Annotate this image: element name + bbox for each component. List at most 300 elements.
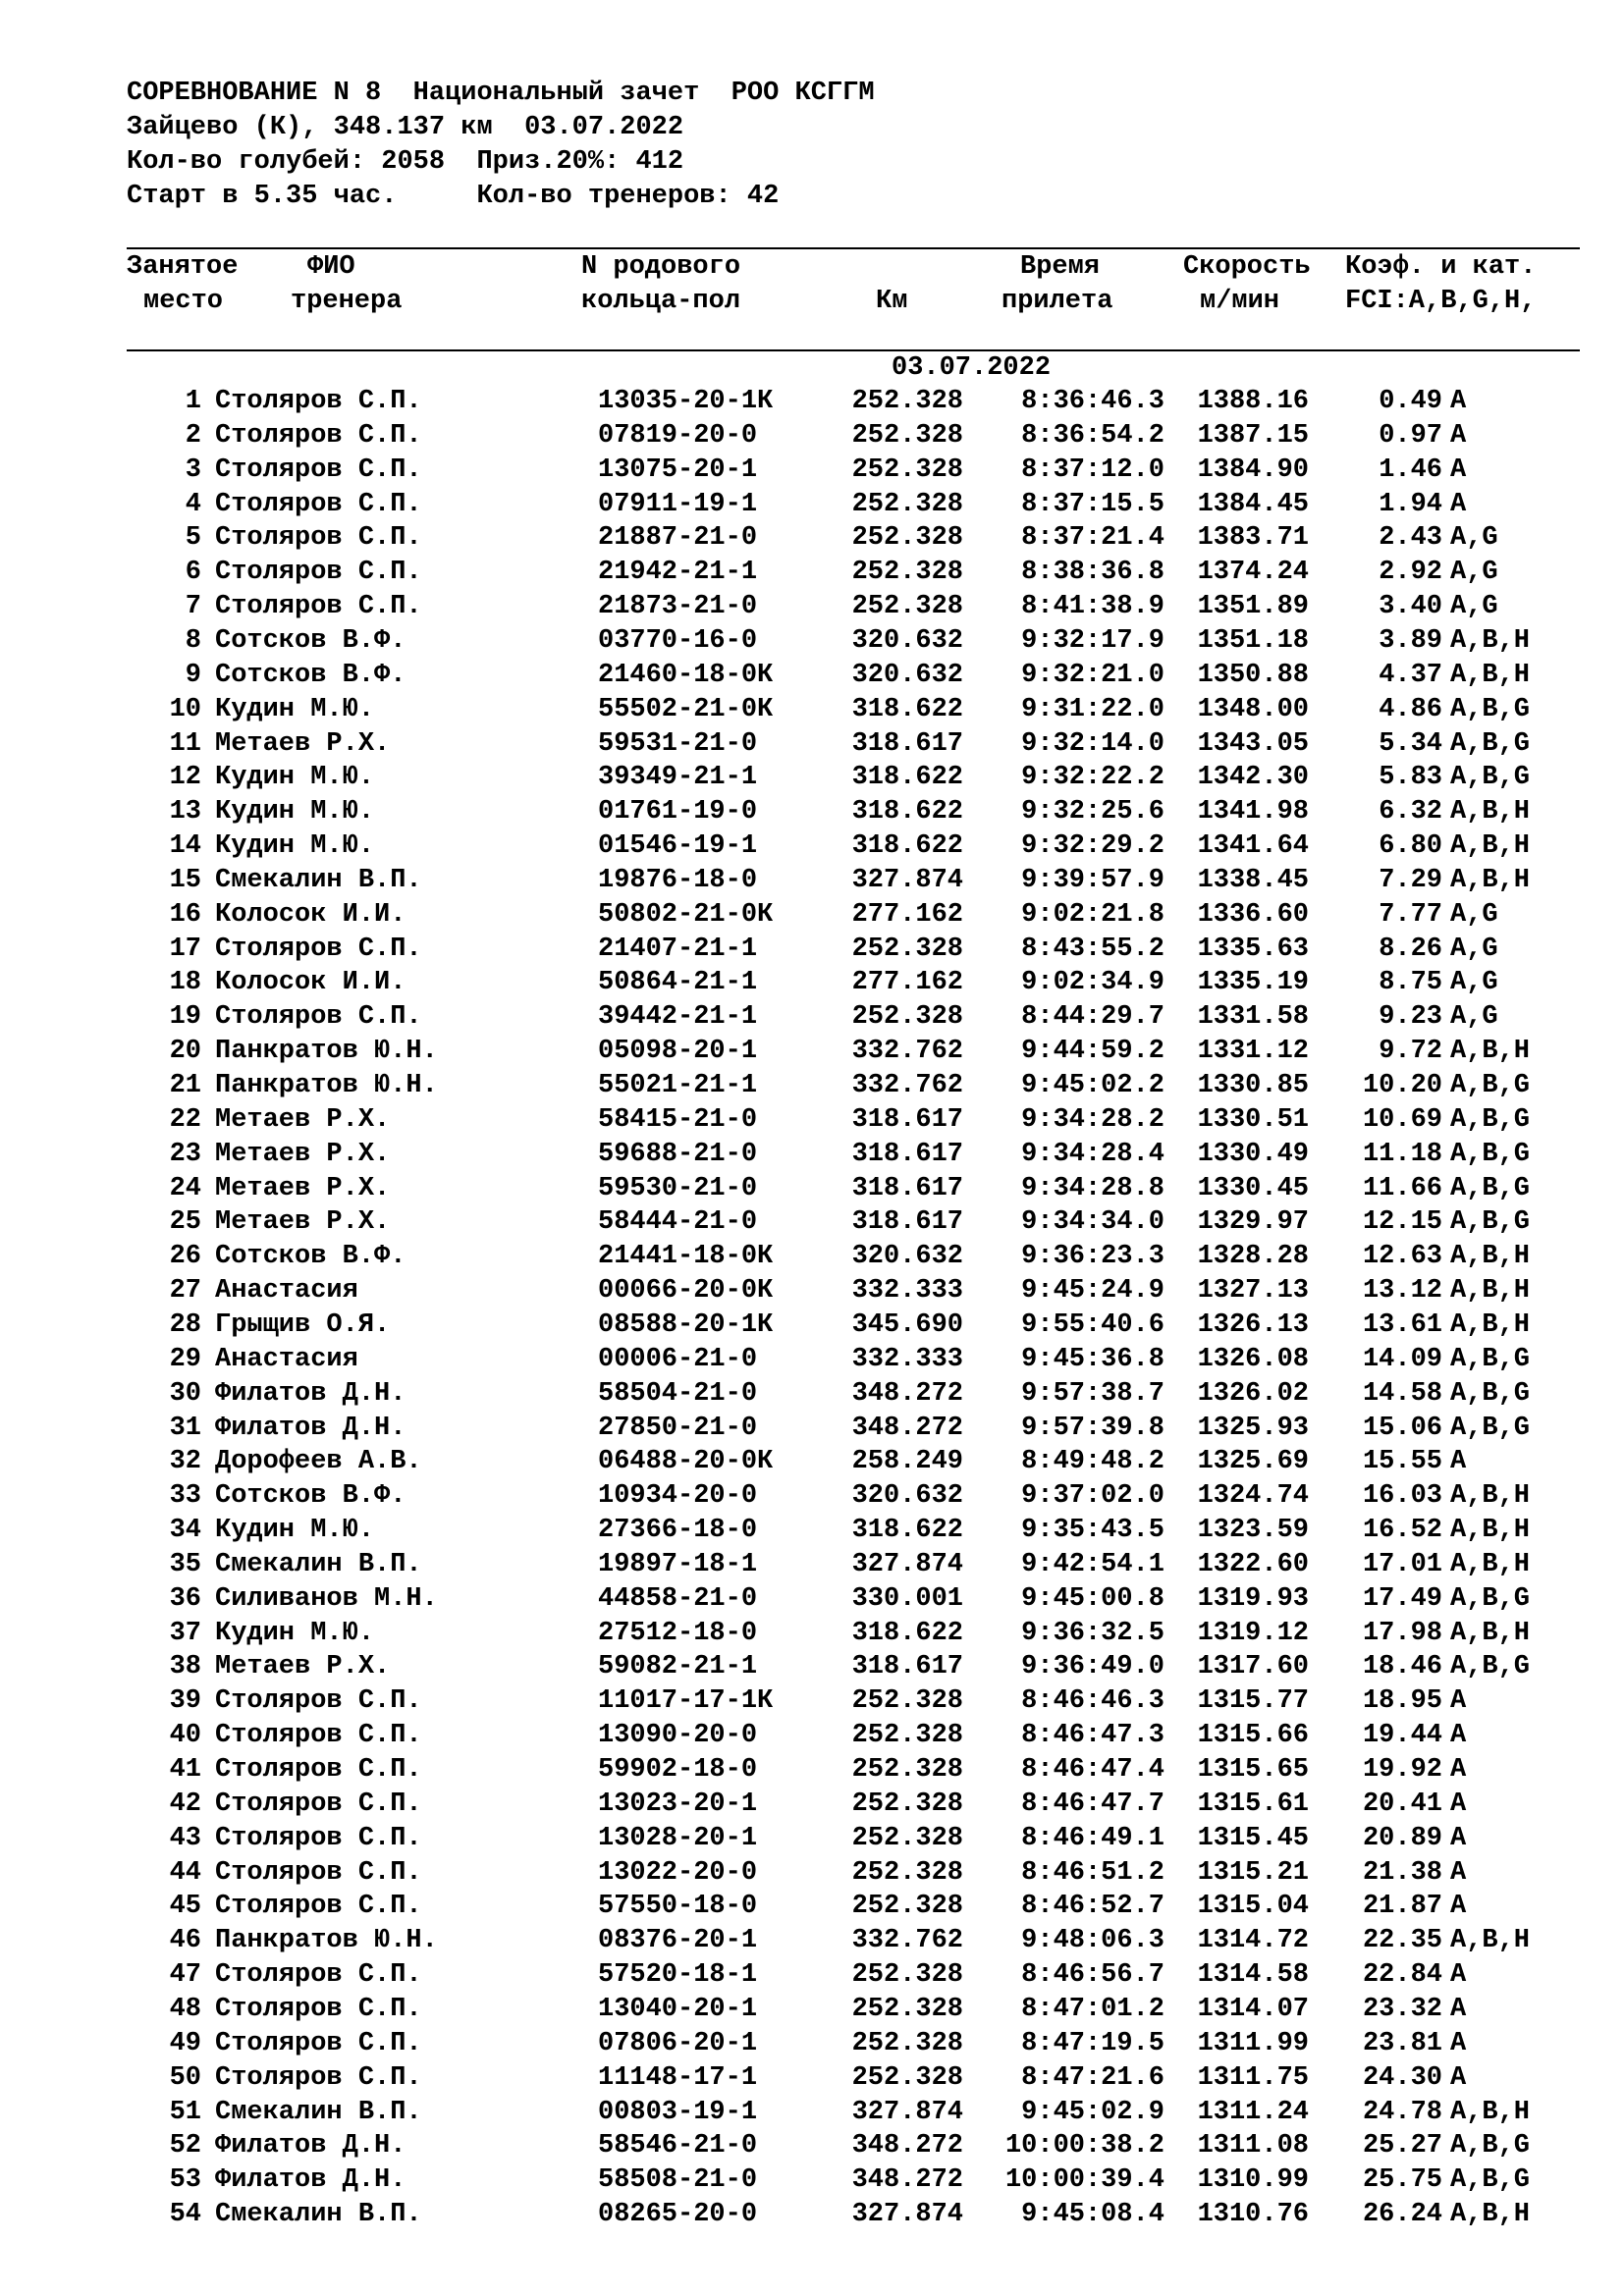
table-row bbox=[0, 1617, 1624, 1651]
table-row bbox=[0, 1788, 1624, 1822]
category: A bbox=[1450, 489, 1467, 519]
speed: 1341.98 bbox=[1197, 797, 1309, 828]
distance: 332.333 bbox=[851, 1344, 963, 1374]
coefficient: 1.46 bbox=[1379, 454, 1442, 485]
distance: 320.632 bbox=[851, 1481, 963, 1512]
speed: 1315.77 bbox=[1197, 1686, 1309, 1717]
table-row bbox=[0, 1958, 1624, 1993]
arrival-time: 9:57:39.8 bbox=[1021, 1413, 1164, 1443]
table-row bbox=[0, 1000, 1624, 1035]
category: A bbox=[1450, 420, 1467, 451]
col-km: Км bbox=[876, 287, 908, 316]
distance: 318.617 bbox=[851, 1139, 963, 1169]
place: 33 bbox=[169, 1481, 201, 1512]
speed: 1315.04 bbox=[1197, 1892, 1309, 1922]
distance: 252.328 bbox=[851, 523, 963, 554]
category: A,B,G bbox=[1450, 763, 1531, 793]
category: A,B,G bbox=[1450, 2131, 1531, 2162]
place: 51 bbox=[169, 2097, 201, 2127]
place: 43 bbox=[169, 1823, 201, 1853]
speed: 1330.49 bbox=[1197, 1139, 1309, 1169]
arrival-time: 9:36:32.5 bbox=[1021, 1618, 1164, 1648]
category: A,B,H bbox=[1450, 831, 1531, 862]
coefficient: 10.20 bbox=[1362, 1071, 1442, 1100]
ring-number: 07819-20-0 bbox=[598, 420, 758, 451]
table-row bbox=[0, 1240, 1624, 1274]
speed: 1322.60 bbox=[1197, 1549, 1309, 1579]
distance: 252.328 bbox=[851, 387, 963, 416]
category: A bbox=[1450, 1755, 1467, 1785]
speed: 1341.64 bbox=[1197, 831, 1309, 862]
category: A,G bbox=[1450, 558, 1498, 588]
distance: 318.617 bbox=[851, 1652, 963, 1682]
place: 20 bbox=[169, 1037, 201, 1067]
ring-number: 00066-20-0К bbox=[598, 1276, 774, 1307]
speed: 1343.05 bbox=[1197, 728, 1309, 759]
place: 11 bbox=[169, 728, 201, 759]
trainer-name: Столяров С.П. bbox=[215, 1789, 422, 1819]
category: A,B,H bbox=[1450, 797, 1531, 828]
coefficient: 8.26 bbox=[1379, 934, 1442, 964]
col-name-2: тренера bbox=[291, 287, 403, 316]
trainer-name: Кудин М.Ю. bbox=[215, 831, 375, 862]
ring-number: 06488-20-0К bbox=[598, 1447, 774, 1477]
speed: 1315.66 bbox=[1197, 1721, 1309, 1751]
coefficient: 15.06 bbox=[1362, 1413, 1442, 1443]
ring-number: 05098-20-1 bbox=[598, 1037, 758, 1067]
coefficient: 9.23 bbox=[1379, 1002, 1442, 1033]
coefficient: 18.95 bbox=[1362, 1686, 1442, 1717]
table-row bbox=[0, 1445, 1624, 1479]
coefficient: 7.29 bbox=[1379, 865, 1442, 895]
trainer-name: Кудин М.Ю. bbox=[215, 797, 375, 828]
place: 4 bbox=[185, 489, 201, 519]
category: A bbox=[1450, 2062, 1467, 2093]
table-row bbox=[0, 693, 1624, 727]
category: A,B,G bbox=[1450, 1173, 1531, 1203]
coefficient: 15.55 bbox=[1362, 1447, 1442, 1477]
table-row bbox=[0, 1548, 1624, 1582]
ring-number: 58444-21-0 bbox=[598, 1207, 758, 1238]
arrival-time: 9:36:49.0 bbox=[1021, 1652, 1164, 1682]
category: A,B,G bbox=[1450, 1207, 1531, 1238]
trainer-name: Кудин М.Ю. bbox=[215, 763, 375, 793]
arrival-time: 9:45:36.8 bbox=[1021, 1344, 1164, 1374]
table-row bbox=[0, 624, 1624, 659]
coefficient: 23.32 bbox=[1362, 1994, 1442, 2024]
distance: 332.762 bbox=[851, 1926, 963, 1956]
ring-number: 21441-18-0К bbox=[598, 1242, 774, 1272]
trainer-name: Столяров С.П. bbox=[215, 1994, 422, 2024]
place: 15 bbox=[169, 865, 201, 895]
speed: 1310.76 bbox=[1197, 2200, 1309, 2230]
category: A bbox=[1450, 1447, 1467, 1477]
category: A bbox=[1450, 387, 1467, 416]
trainer-name: Смекалин В.П. bbox=[215, 2097, 422, 2127]
ring-number: 58546-21-0 bbox=[598, 2131, 758, 2162]
ring-number: 21873-21-0 bbox=[598, 592, 758, 622]
category: A,B,G bbox=[1450, 1583, 1531, 1614]
distance: 348.272 bbox=[851, 2165, 963, 2196]
trainer-name: Филатов Д.Н. bbox=[215, 2165, 406, 2196]
distance: 327.874 bbox=[851, 1549, 963, 1579]
speed: 1311.99 bbox=[1197, 2028, 1309, 2058]
ring-number: 13090-20-0 bbox=[598, 1721, 758, 1751]
ring-number: 13075-20-1 bbox=[598, 454, 758, 485]
table-row bbox=[0, 1514, 1624, 1548]
distance: 252.328 bbox=[851, 1002, 963, 1033]
coefficient: 21.38 bbox=[1362, 1857, 1442, 1888]
speed: 1329.97 bbox=[1197, 1207, 1309, 1238]
category: A,G bbox=[1450, 899, 1498, 930]
arrival-time: 9:37:02.0 bbox=[1021, 1481, 1164, 1512]
table-row bbox=[0, 1138, 1624, 1172]
ring-number: 21407-21-1 bbox=[598, 934, 758, 964]
trainer-name: Столяров С.П. bbox=[215, 523, 422, 554]
pigeon-count-info: Кол-во голубей: 2058 Приз.20%: 412 bbox=[127, 147, 684, 177]
table-row bbox=[0, 864, 1624, 898]
trainer-name: Филатов Д.Н. bbox=[215, 1413, 406, 1443]
speed: 1335.63 bbox=[1197, 934, 1309, 964]
category: A,G bbox=[1450, 592, 1498, 622]
trainer-name: Столяров С.П. bbox=[215, 1002, 422, 1033]
ring-number: 01546-19-1 bbox=[598, 831, 758, 862]
place: 2 bbox=[185, 420, 201, 451]
distance: 252.328 bbox=[851, 1857, 963, 1888]
coefficient: 0.49 bbox=[1379, 387, 1442, 416]
category: A,B,H bbox=[1450, 1037, 1531, 1067]
distance: 252.328 bbox=[851, 1755, 963, 1785]
place: 40 bbox=[169, 1721, 201, 1751]
place: 34 bbox=[169, 1516, 201, 1546]
category: A,B,G bbox=[1450, 2165, 1531, 2196]
place: 50 bbox=[169, 2062, 201, 2093]
distance: 252.328 bbox=[851, 489, 963, 519]
category: A bbox=[1450, 1857, 1467, 1888]
table-row bbox=[0, 1993, 1624, 2027]
table-row bbox=[0, 1172, 1624, 1206]
arrival-time: 8:37:12.0 bbox=[1021, 454, 1164, 485]
coefficient: 19.92 bbox=[1362, 1755, 1442, 1785]
category: A,G bbox=[1450, 523, 1498, 554]
category: A bbox=[1450, 1686, 1467, 1717]
distance: 252.328 bbox=[851, 1892, 963, 1922]
distance: 332.762 bbox=[851, 1071, 963, 1100]
coefficient: 24.30 bbox=[1362, 2062, 1442, 2093]
trainer-name: Столяров С.П. bbox=[215, 387, 422, 416]
arrival-time: 8:44:29.7 bbox=[1021, 1002, 1164, 1033]
arrival-time: 9:32:22.2 bbox=[1021, 763, 1164, 793]
place: 53 bbox=[169, 2165, 201, 2196]
arrival-time: 8:46:51.2 bbox=[1021, 1857, 1164, 1888]
distance: 252.328 bbox=[851, 558, 963, 588]
col-speed-1: Скорость bbox=[1183, 252, 1311, 282]
category: A,B,H bbox=[1450, 1926, 1531, 1956]
distance: 327.874 bbox=[851, 865, 963, 895]
arrival-time: 9:39:57.9 bbox=[1021, 865, 1164, 895]
col-ring-2: кольца-пол bbox=[581, 287, 741, 316]
place: 54 bbox=[169, 2200, 201, 2230]
speed: 1314.58 bbox=[1197, 1960, 1309, 1991]
speed: 1351.89 bbox=[1197, 592, 1309, 622]
distance: 327.874 bbox=[851, 2097, 963, 2127]
ring-number: 21942-21-1 bbox=[598, 558, 758, 588]
place: 8 bbox=[185, 625, 201, 656]
coefficient: 26.24 bbox=[1362, 2200, 1442, 2230]
speed: 1310.99 bbox=[1197, 2165, 1309, 2196]
place: 22 bbox=[169, 1104, 201, 1135]
category: A,B,G bbox=[1450, 1344, 1531, 1374]
ring-number: 58504-21-0 bbox=[598, 1378, 758, 1409]
col-speed-2: м/мин bbox=[1200, 287, 1280, 316]
distance: 318.617 bbox=[851, 728, 963, 759]
distance: 345.690 bbox=[851, 1309, 963, 1340]
coefficient: 23.81 bbox=[1362, 2028, 1442, 2058]
speed: 1315.45 bbox=[1197, 1823, 1309, 1853]
trainer-name: Столяров С.П. bbox=[215, 592, 422, 622]
speed: 1319.93 bbox=[1197, 1583, 1309, 1614]
distance: 320.632 bbox=[851, 1242, 963, 1272]
distance: 348.272 bbox=[851, 2131, 963, 2162]
start-info: Старт в 5.35 час. Кол-во тренеров: 42 bbox=[127, 182, 780, 211]
arrival-time: 10:00:39.4 bbox=[1004, 2165, 1164, 2196]
ring-number: 13023-20-1 bbox=[598, 1789, 758, 1819]
speed: 1374.24 bbox=[1197, 558, 1309, 588]
table-row bbox=[0, 419, 1624, 454]
distance: 252.328 bbox=[851, 1960, 963, 1991]
table-row bbox=[0, 1377, 1624, 1412]
category: A,B,H bbox=[1450, 1549, 1531, 1579]
table-row bbox=[0, 898, 1624, 933]
table-row bbox=[0, 1035, 1624, 1069]
place: 45 bbox=[169, 1892, 201, 1922]
col-coef-2: FCI:A,B,G,H, bbox=[1345, 287, 1537, 316]
ring-number: 07911-19-1 bbox=[598, 489, 758, 519]
trainer-name: Колосок И.И. bbox=[215, 968, 406, 998]
speed: 1317.60 bbox=[1197, 1652, 1309, 1682]
place: 31 bbox=[169, 1413, 201, 1443]
coefficient: 2.92 bbox=[1379, 558, 1442, 588]
coefficient: 14.09 bbox=[1362, 1344, 1442, 1374]
arrival-time: 8:46:47.7 bbox=[1021, 1789, 1164, 1819]
ring-number: 11017-17-1К bbox=[598, 1686, 774, 1717]
table-top-rule bbox=[127, 247, 1580, 249]
coefficient: 5.34 bbox=[1379, 728, 1442, 759]
distance: 320.632 bbox=[851, 625, 963, 656]
speed: 1350.88 bbox=[1197, 660, 1309, 690]
coefficient: 18.46 bbox=[1362, 1652, 1442, 1682]
ring-number: 21460-18-0К bbox=[598, 660, 774, 690]
arrival-time: 9:48:06.3 bbox=[1021, 1926, 1164, 1956]
arrival-time: 9:34:28.8 bbox=[1021, 1173, 1164, 1203]
trainer-name: Силиванов М.Н. bbox=[215, 1583, 438, 1614]
speed: 1338.45 bbox=[1197, 865, 1309, 895]
trainer-name: Кудин М.Ю. bbox=[215, 694, 375, 724]
place: 36 bbox=[169, 1583, 201, 1614]
trainer-name: Столяров С.П. bbox=[215, 1857, 422, 1888]
coefficient: 22.35 bbox=[1362, 1926, 1442, 1956]
table-row bbox=[0, 659, 1624, 693]
category: A bbox=[1450, 1892, 1467, 1922]
trainer-name: Кудин М.Ю. bbox=[215, 1618, 375, 1648]
ring-number: 01761-19-0 bbox=[598, 797, 758, 828]
coefficient: 14.58 bbox=[1362, 1378, 1442, 1409]
trainer-name: Дорофеев А.В. bbox=[215, 1447, 422, 1477]
speed: 1330.51 bbox=[1197, 1104, 1309, 1135]
arrival-time: 9:45:02.9 bbox=[1021, 2097, 1164, 2127]
arrival-time: 9:32:25.6 bbox=[1021, 797, 1164, 828]
ring-number: 57520-18-1 bbox=[598, 1960, 758, 1991]
category: A,G bbox=[1450, 934, 1498, 964]
arrival-time: 8:46:47.4 bbox=[1021, 1755, 1164, 1785]
arrival-time: 8:47:21.6 bbox=[1021, 2062, 1164, 2093]
place: 35 bbox=[169, 1549, 201, 1579]
distance: 318.617 bbox=[851, 1104, 963, 1135]
place: 7 bbox=[185, 592, 201, 622]
arrival-time: 9:34:28.2 bbox=[1021, 1104, 1164, 1135]
trainer-name: Сотсков В.Ф. bbox=[215, 1481, 406, 1512]
trainer-name: Столяров С.П. bbox=[215, 1686, 422, 1717]
arrival-time: 8:37:21.4 bbox=[1021, 523, 1164, 554]
table-row bbox=[0, 829, 1624, 864]
speed: 1326.02 bbox=[1197, 1378, 1309, 1409]
trainer-name: Метаев Р.Х. bbox=[215, 1652, 391, 1682]
coefficient: 10.69 bbox=[1362, 1104, 1442, 1135]
category: A bbox=[1450, 1960, 1467, 1991]
ring-number: 27366-18-0 bbox=[598, 1516, 758, 1546]
distance: 252.328 bbox=[851, 1994, 963, 2024]
coefficient: 4.37 bbox=[1379, 660, 1442, 690]
arrival-time: 9:36:23.3 bbox=[1021, 1242, 1164, 1272]
distance: 318.617 bbox=[851, 1173, 963, 1203]
coefficient: 6.80 bbox=[1379, 831, 1442, 862]
table-row bbox=[0, 1582, 1624, 1617]
arrival-time: 9:32:17.9 bbox=[1021, 625, 1164, 656]
trainer-name: Метаев Р.Х. bbox=[215, 1173, 391, 1203]
col-name-1: ФИО bbox=[307, 252, 355, 282]
table-row bbox=[0, 1890, 1624, 1924]
ring-number: 27512-18-0 bbox=[598, 1618, 758, 1648]
coefficient: 0.97 bbox=[1379, 420, 1442, 451]
trainer-name: Столяров С.П. bbox=[215, 1721, 422, 1751]
speed: 1315.61 bbox=[1197, 1789, 1309, 1819]
category: A,B,H bbox=[1450, 2200, 1531, 2230]
speed: 1330.85 bbox=[1197, 1071, 1309, 1100]
speed: 1336.60 bbox=[1197, 899, 1309, 930]
speed: 1311.75 bbox=[1197, 2062, 1309, 2093]
distance: 252.328 bbox=[851, 1686, 963, 1717]
place: 19 bbox=[169, 1002, 201, 1033]
trainer-name: Смекалин В.П. bbox=[215, 2200, 422, 2230]
ring-number: 50864-21-1 bbox=[598, 968, 758, 998]
table-row bbox=[0, 727, 1624, 762]
category: A,B,H bbox=[1450, 1481, 1531, 1512]
category: A,B,H bbox=[1450, 1516, 1531, 1546]
arrival-time: 8:41:38.9 bbox=[1021, 592, 1164, 622]
distance: 252.328 bbox=[851, 2028, 963, 2058]
ring-number: 57550-18-0 bbox=[598, 1892, 758, 1922]
coefficient: 21.87 bbox=[1362, 1892, 1442, 1922]
coefficient: 24.78 bbox=[1362, 2097, 1442, 2127]
trainer-name: Столяров С.П. bbox=[215, 1892, 422, 1922]
place: 18 bbox=[169, 968, 201, 998]
ring-number: 00006-21-0 bbox=[598, 1344, 758, 1374]
table-row bbox=[0, 1479, 1624, 1514]
trainer-name: Колосок И.И. bbox=[215, 899, 406, 930]
table-row bbox=[0, 1205, 1624, 1240]
place: 16 bbox=[169, 899, 201, 930]
place: 41 bbox=[169, 1755, 201, 1785]
coefficient: 9.72 bbox=[1379, 1037, 1442, 1067]
arrival-time: 9:45:24.9 bbox=[1021, 1276, 1164, 1307]
table-row bbox=[0, 1343, 1624, 1377]
speed: 1331.58 bbox=[1197, 1002, 1309, 1033]
category: A bbox=[1450, 454, 1467, 485]
place: 26 bbox=[169, 1242, 201, 1272]
ring-number: 55502-21-0К bbox=[598, 694, 774, 724]
distance: 348.272 bbox=[851, 1378, 963, 1409]
speed: 1311.24 bbox=[1197, 2097, 1309, 2127]
trainer-name: Столяров С.П. bbox=[215, 420, 422, 451]
place: 49 bbox=[169, 2028, 201, 2058]
arrival-time: 8:47:19.5 bbox=[1021, 2028, 1164, 2058]
place: 23 bbox=[169, 1139, 201, 1169]
ring-number: 59530-21-0 bbox=[598, 1173, 758, 1203]
arrival-time: 8:46:46.3 bbox=[1021, 1686, 1164, 1717]
ring-number: 59902-18-0 bbox=[598, 1755, 758, 1785]
distance: 252.328 bbox=[851, 1789, 963, 1819]
arrival-time: 9:34:28.4 bbox=[1021, 1139, 1164, 1169]
speed: 1330.45 bbox=[1197, 1173, 1309, 1203]
date-label: 03.07.2022 bbox=[892, 353, 1052, 383]
arrival-time: 9:32:29.2 bbox=[1021, 831, 1164, 862]
col-time-1: Время bbox=[1020, 252, 1101, 282]
coefficient: 5.83 bbox=[1379, 763, 1442, 793]
coefficient: 17.01 bbox=[1362, 1549, 1442, 1579]
arrival-time: 9:32:21.0 bbox=[1021, 660, 1164, 690]
arrival-time: 8:46:47.3 bbox=[1021, 1721, 1164, 1751]
ring-number: 27850-21-0 bbox=[598, 1413, 758, 1443]
speed: 1315.65 bbox=[1197, 1755, 1309, 1785]
table-row bbox=[0, 1308, 1624, 1343]
distance: 332.333 bbox=[851, 1276, 963, 1307]
distance: 277.162 bbox=[851, 968, 963, 998]
trainer-name: Столяров С.П. bbox=[215, 2062, 422, 2093]
table-row bbox=[0, 590, 1624, 624]
col-place-2: место bbox=[143, 287, 224, 316]
category: A,B,H bbox=[1450, 1276, 1531, 1307]
arrival-time: 8:37:15.5 bbox=[1021, 489, 1164, 519]
table-row bbox=[0, 1719, 1624, 1753]
ring-number: 59082-21-1 bbox=[598, 1652, 758, 1682]
speed: 1384.90 bbox=[1197, 454, 1309, 485]
arrival-time: 9:02:34.9 bbox=[1021, 968, 1164, 998]
trainer-name: Столяров С.П. bbox=[215, 2028, 422, 2058]
speed: 1383.71 bbox=[1197, 523, 1309, 554]
place: 32 bbox=[169, 1447, 201, 1477]
trainer-name: Метаев Р.Х. bbox=[215, 728, 391, 759]
coefficient: 16.03 bbox=[1362, 1481, 1442, 1512]
ring-number: 03770-16-0 bbox=[598, 625, 758, 656]
speed: 1327.13 bbox=[1197, 1276, 1309, 1307]
place: 14 bbox=[169, 831, 201, 862]
speed: 1315.21 bbox=[1197, 1857, 1309, 1888]
place: 30 bbox=[169, 1378, 201, 1409]
arrival-time: 8:43:55.2 bbox=[1021, 934, 1164, 964]
table-row bbox=[0, 933, 1624, 967]
ring-number: 59531-21-0 bbox=[598, 728, 758, 759]
trainer-name: Анастасия bbox=[215, 1344, 358, 1374]
